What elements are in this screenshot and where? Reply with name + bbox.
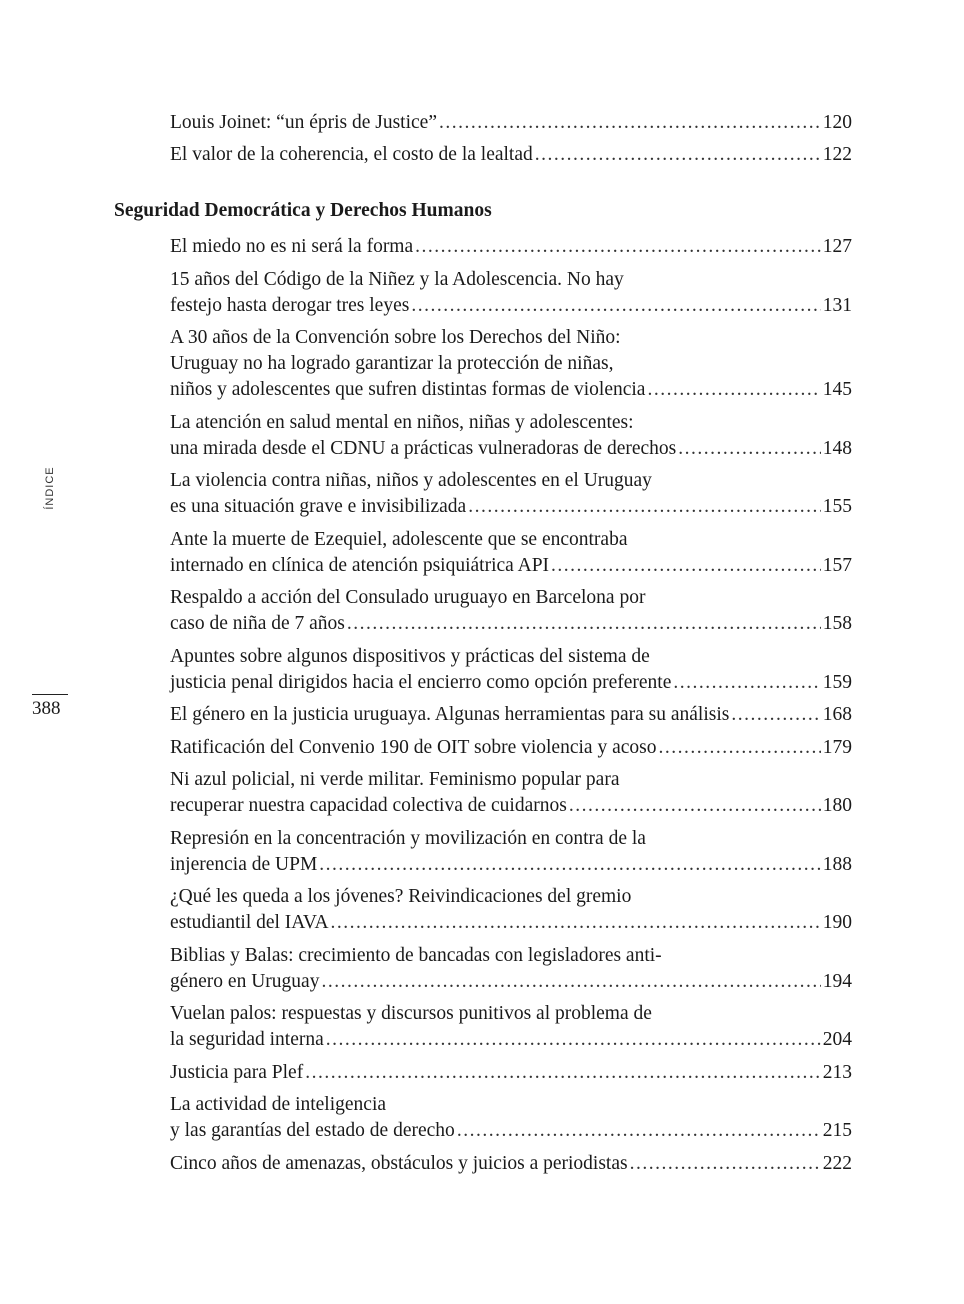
toc-entry-final-line xyxy=(170,142,852,168)
toc-entry-title-line: El género en la justicia uruguaya. Algunas herramientas para su análisis xyxy=(170,704,730,725)
toc-entry-title-line: internado en clínica de atención psiquiátrica API xyxy=(170,554,550,576)
toc-entry-final-line xyxy=(170,1027,852,1053)
toc-entry-page-number: 157 xyxy=(822,554,852,576)
toc-entry[interactable] xyxy=(170,142,852,168)
toc-entry-title-line: y las garantías del estado de derecho xyxy=(170,1120,455,1141)
toc-entry-page-number: 204 xyxy=(822,1029,852,1050)
toc-entry-page-number: 188 xyxy=(822,853,852,875)
toc-entry-page-number: 120 xyxy=(822,112,852,133)
toc-entry-final-line xyxy=(170,702,852,728)
toc-entry-title-line: festejo hasta derogar tres leyes xyxy=(170,294,410,316)
dot-leader xyxy=(439,110,821,136)
dot-leader xyxy=(658,735,820,761)
toc-entry[interactable] xyxy=(170,644,852,696)
toc-entry[interactable] xyxy=(170,585,852,637)
toc-entry-title-line: La actividad de inteligencia xyxy=(170,1094,387,1115)
toc-entry-final-line xyxy=(170,293,852,319)
dot-leader xyxy=(331,910,821,936)
toc-entry-title-line: injerencia de UPM xyxy=(170,853,318,875)
toc-entry-final-line xyxy=(170,436,852,462)
toc-entry-title-line: niños y adolescentes que sufren distintas formas de violencia xyxy=(170,379,646,400)
toc-entry[interactable] xyxy=(170,884,852,936)
dot-leader xyxy=(411,293,820,319)
toc-entry-final-line xyxy=(170,793,852,819)
toc-entry-final-line xyxy=(170,969,852,995)
dot-leader xyxy=(415,234,821,260)
toc-entry-title-line: Vuelan palos: respuestas y discursos punitivos al problema de xyxy=(170,1003,652,1024)
toc-entry-page-number: 215 xyxy=(822,1120,852,1141)
toc-entry-page-number: 190 xyxy=(822,912,852,933)
dot-leader xyxy=(535,142,821,168)
toc-entry-title-line: caso de niña de 7 años xyxy=(170,613,345,634)
toc-entry[interactable] xyxy=(170,1060,852,1086)
toc-entry-title-line: Ni azul policial, ni verde militar. Feminismo popular para xyxy=(170,769,620,790)
toc-entry-final-line xyxy=(170,110,852,136)
toc-entry-title-line: género en Uruguay xyxy=(170,970,320,992)
toc-entry[interactable] xyxy=(170,110,852,136)
toc-entry-page-number: 180 xyxy=(822,795,852,816)
toc-entry[interactable] xyxy=(170,234,852,260)
toc-entry-page-number: 155 xyxy=(822,496,852,517)
toc-entry-title-line: Represión en la concentración y movilización en contra de la xyxy=(170,827,646,849)
dot-leader xyxy=(347,611,821,637)
dot-leader xyxy=(731,702,820,728)
dot-leader xyxy=(551,553,821,579)
toc-entry-title-line: La atención en salud mental en niños, niñas y adolescentes: xyxy=(170,411,634,433)
dot-leader xyxy=(319,852,820,878)
toc-entry-final-line xyxy=(170,611,852,637)
toc-entry-page-number: 168 xyxy=(822,704,852,725)
toc-entry-title-line: estudiantil del IAVA xyxy=(170,912,329,933)
dot-leader xyxy=(457,1118,821,1144)
toc-entry-page-number: 213 xyxy=(822,1061,852,1083)
toc-entry-final-line xyxy=(170,494,852,520)
dot-leader xyxy=(678,436,821,462)
toc-entry-page-number: 194 xyxy=(822,970,852,992)
toc-entry[interactable] xyxy=(170,410,852,462)
toc-entry-page-number: 127 xyxy=(822,236,852,257)
toc-entry[interactable] xyxy=(170,702,852,728)
toc-entry-title-line: 15 años del Código de la Niñez y la Adolescencia. No hay xyxy=(170,268,624,290)
toc-entry-title-line: Biblias y Balas: crecimiento de bancadas con legisladores anti- xyxy=(170,944,662,966)
toc-entry-title-line: ¿Qué les queda a los jóvenes? Reivindicaciones del gremio xyxy=(170,886,632,907)
dot-leader xyxy=(569,793,821,819)
toc-entry-title-line: Ante la muerte de Ezequiel, adolescente que se encontraba xyxy=(170,528,628,550)
toc-entry-title-line: Respaldo a acción del Consulado uruguayo en Barcelona por xyxy=(170,587,646,608)
section-heading: Seguridad Democrática y Derechos Humanos xyxy=(114,200,492,221)
toc-entry-page-number: 158 xyxy=(822,613,852,634)
toc-entry-title-line: La violencia contra niñas, niños y adolescentes en el Uruguay xyxy=(170,470,652,491)
toc-entry[interactable] xyxy=(170,826,852,878)
toc-entry[interactable] xyxy=(170,1001,852,1053)
toc-entry-final-line xyxy=(170,234,852,260)
toc-entry-page-number: 148 xyxy=(822,437,852,459)
toc-entry-title-line: una mirada desde el CDNU a prácticas vulneradoras de derechos xyxy=(170,437,677,459)
toc-entry[interactable] xyxy=(170,735,852,761)
toc-entry-final-line xyxy=(170,670,852,696)
toc-entry[interactable] xyxy=(170,1092,852,1144)
toc-entry-page-number: 179 xyxy=(822,736,852,758)
toc-entry-page-number: 122 xyxy=(822,144,852,165)
toc-entry-title-line: es una situación grave e invisibilizada xyxy=(170,496,467,517)
toc-entry[interactable] xyxy=(170,767,852,819)
dot-leader xyxy=(326,1027,821,1053)
toc-entry-title-line: la seguridad interna xyxy=(170,1029,324,1050)
toc-entry-page-number: 159 xyxy=(822,671,852,693)
dot-leader xyxy=(468,494,821,520)
toc-entry-title-line: A 30 años de la Convención sobre los Derechos del Niño: xyxy=(170,327,621,348)
toc-entry-title-line: Louis Joinet: “un épris de Justice” xyxy=(170,112,437,133)
toc-entry[interactable] xyxy=(170,527,852,579)
dot-leader xyxy=(647,377,820,403)
dot-leader xyxy=(321,969,820,995)
toc-entry-final-line xyxy=(170,735,852,761)
toc-entry[interactable] xyxy=(170,943,852,995)
toc-entry-final-line xyxy=(170,377,852,403)
toc-entry-title-line: Justicia para Plef xyxy=(170,1061,304,1083)
page-number-rule xyxy=(32,694,68,695)
dot-leader xyxy=(630,1151,821,1177)
toc-entry-final-line xyxy=(170,910,852,936)
toc-entry[interactable] xyxy=(170,1151,852,1177)
toc-entry-title-line: Ratificación del Convenio 190 de OIT sobre violencia y acoso xyxy=(170,736,657,758)
toc-entry-title-line: El miedo no es ni será la forma xyxy=(170,236,414,257)
toc-entry-final-line xyxy=(170,553,852,579)
toc-entry-page-number: 145 xyxy=(822,379,852,400)
running-head-label: ÍNDICE xyxy=(44,466,56,510)
toc-entry-title-line: Apuntes sobre algunos dispositivos y prácticas del sistema de xyxy=(170,645,650,667)
toc-entry[interactable] xyxy=(170,325,852,403)
page-number: 388 xyxy=(32,698,61,719)
dot-leader xyxy=(305,1060,821,1086)
toc-entry-title-line: justicia penal dirigidos hacia el encierro como opción preferente xyxy=(170,671,672,693)
toc-entry-page-number: 222 xyxy=(822,1152,852,1174)
toc-entry-final-line xyxy=(170,1118,852,1144)
toc-entry-final-line xyxy=(170,1151,852,1177)
toc-entry-final-line xyxy=(170,1060,852,1086)
toc-entry-final-line xyxy=(170,852,852,878)
dot-leader xyxy=(673,670,820,696)
toc-entry-title-line: El valor de la coherencia, el costo de la lealtad xyxy=(170,144,533,165)
toc-entry-title-line: recuperar nuestra capacidad colectiva de cuidarnos xyxy=(170,795,567,816)
toc-entry-title-line: Uruguay no ha logrado garantizar la protección de niñas, xyxy=(170,353,614,374)
toc-entry[interactable] xyxy=(170,267,852,319)
toc-entry-page-number: 131 xyxy=(822,294,852,316)
toc-entry-title-line: Cinco años de amenazas, obstáculos y juicios a periodistas xyxy=(170,1152,628,1174)
toc-entry[interactable] xyxy=(170,468,852,520)
